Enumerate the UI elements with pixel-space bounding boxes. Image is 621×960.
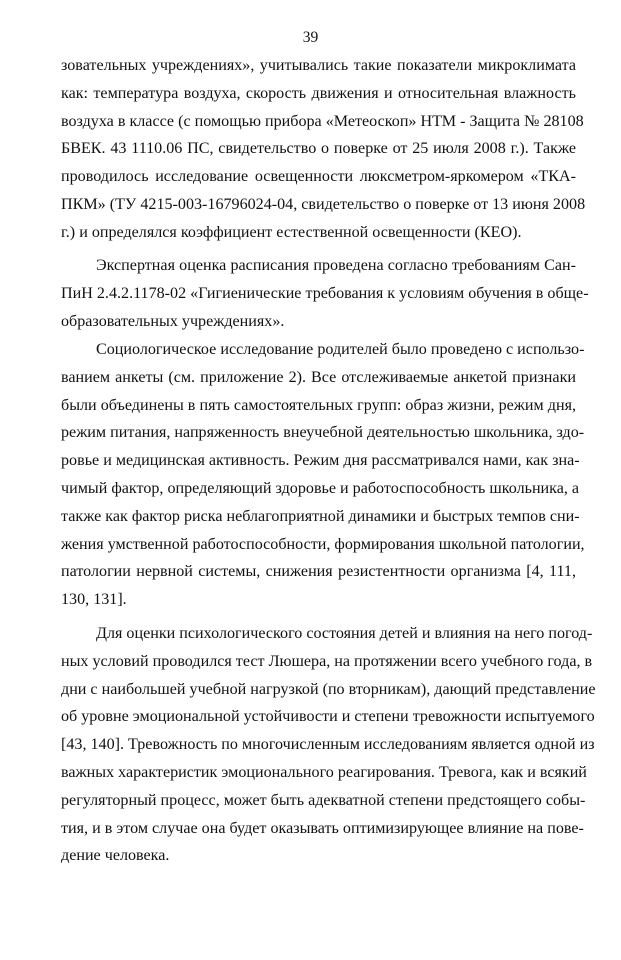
text-line: зовательных учреждениях», учитывались такие показатели микроклимата	[61, 57, 576, 74]
text-line: [43, 140]. Тревожность по многочисленным исследованиям является одной из	[61, 736, 595, 754]
text-line: образовательных учреждениях».	[61, 312, 285, 330]
text-line: дение человека.	[61, 847, 170, 865]
text-line: чимый фактор, определяющий здоровье и работоспособность школьника, а	[61, 479, 580, 497]
text-line: жения умственной работоспособности, формирования школьной патологии,	[61, 535, 585, 553]
text-line: воздуха в классе (с помощью прибора «Метеоскоп» НТМ - Защита № 28108	[61, 112, 584, 130]
text-line: патологии нервной системы, снижения резистентности организма [4, 111,	[61, 563, 576, 581]
paragraph-sociological-study	[61, 336, 585, 614]
text-line: ровье и медицинская активность. Режим дня рассматривался нами, как зна-	[61, 452, 580, 470]
paragraph-schedule-assessment	[61, 252, 589, 335]
text-line: г.) и определялся коэффициент естественной освещенности (КЕО).	[61, 223, 522, 241]
text-line: проводилось исследование освещенности люксметром-яркомером «ТКА-	[61, 168, 576, 186]
text-line: ПиН 2.4.2.1178-02 «Гигиенические требования к условиям обучения в обще-	[61, 284, 589, 302]
paragraph-microclimate	[61, 52, 586, 247]
text-line: дни с наибольшей учебной нагрузкой (по вторникам), дающий представление	[61, 680, 596, 698]
text-line: 130, 131].	[61, 591, 127, 609]
text-line: Для оценки психологического состояния детей и влияния на него погод-	[96, 625, 593, 642]
text-line: об уровне эмоциональной устойчивости и степени тревожности испытуемого	[61, 708, 595, 726]
text-line: Экспертная оценка расписания проведена согласно требованиям Сан-	[96, 257, 576, 274]
text-line: также как фактор риска неблагоприятной динамики и быстрых темпов сни-	[61, 507, 580, 525]
paragraph-luscher-test	[61, 620, 596, 870]
text-line: как: температура воздуха, скорость движения и относительная влажность	[61, 84, 576, 102]
text-line: важных характеристик эмоционального реагирования. Тревога, как и всякий	[61, 763, 587, 781]
text-line: БВЕК. 43 1110.06 ПС, свидетельство о поверке от 25 июля 2008 г.). Также	[61, 140, 576, 158]
text-line: были объединены в пять самостоятельных групп: образ жизни, режим дня,	[61, 396, 576, 414]
text-line: тия, и в этом случае она будет оказывать оптимизирующее влияние на пове-	[61, 819, 584, 837]
text-line: ных условий проводился тест Люшера, на протяжении всего учебного года, в	[61, 652, 593, 670]
text-line: режим питания, напряженность внеучебной деятельностью школьника, здо-	[61, 424, 585, 442]
text-line: регуляторный процесс, может быть адекватной степени предстоящего собы-	[61, 791, 586, 809]
text-line: ванием анкеты (см. приложение 2). Все отслеживаемые анкетой признаки	[61, 368, 576, 386]
text-line: Социологическое исследование родителей было проведено с использо-	[96, 341, 585, 358]
text-line: ПКМ» (ТУ 4215-003-16796024-04, свидетельство о поверке от 13 июня 2008	[61, 195, 586, 213]
page-number: 39	[302, 29, 319, 46]
